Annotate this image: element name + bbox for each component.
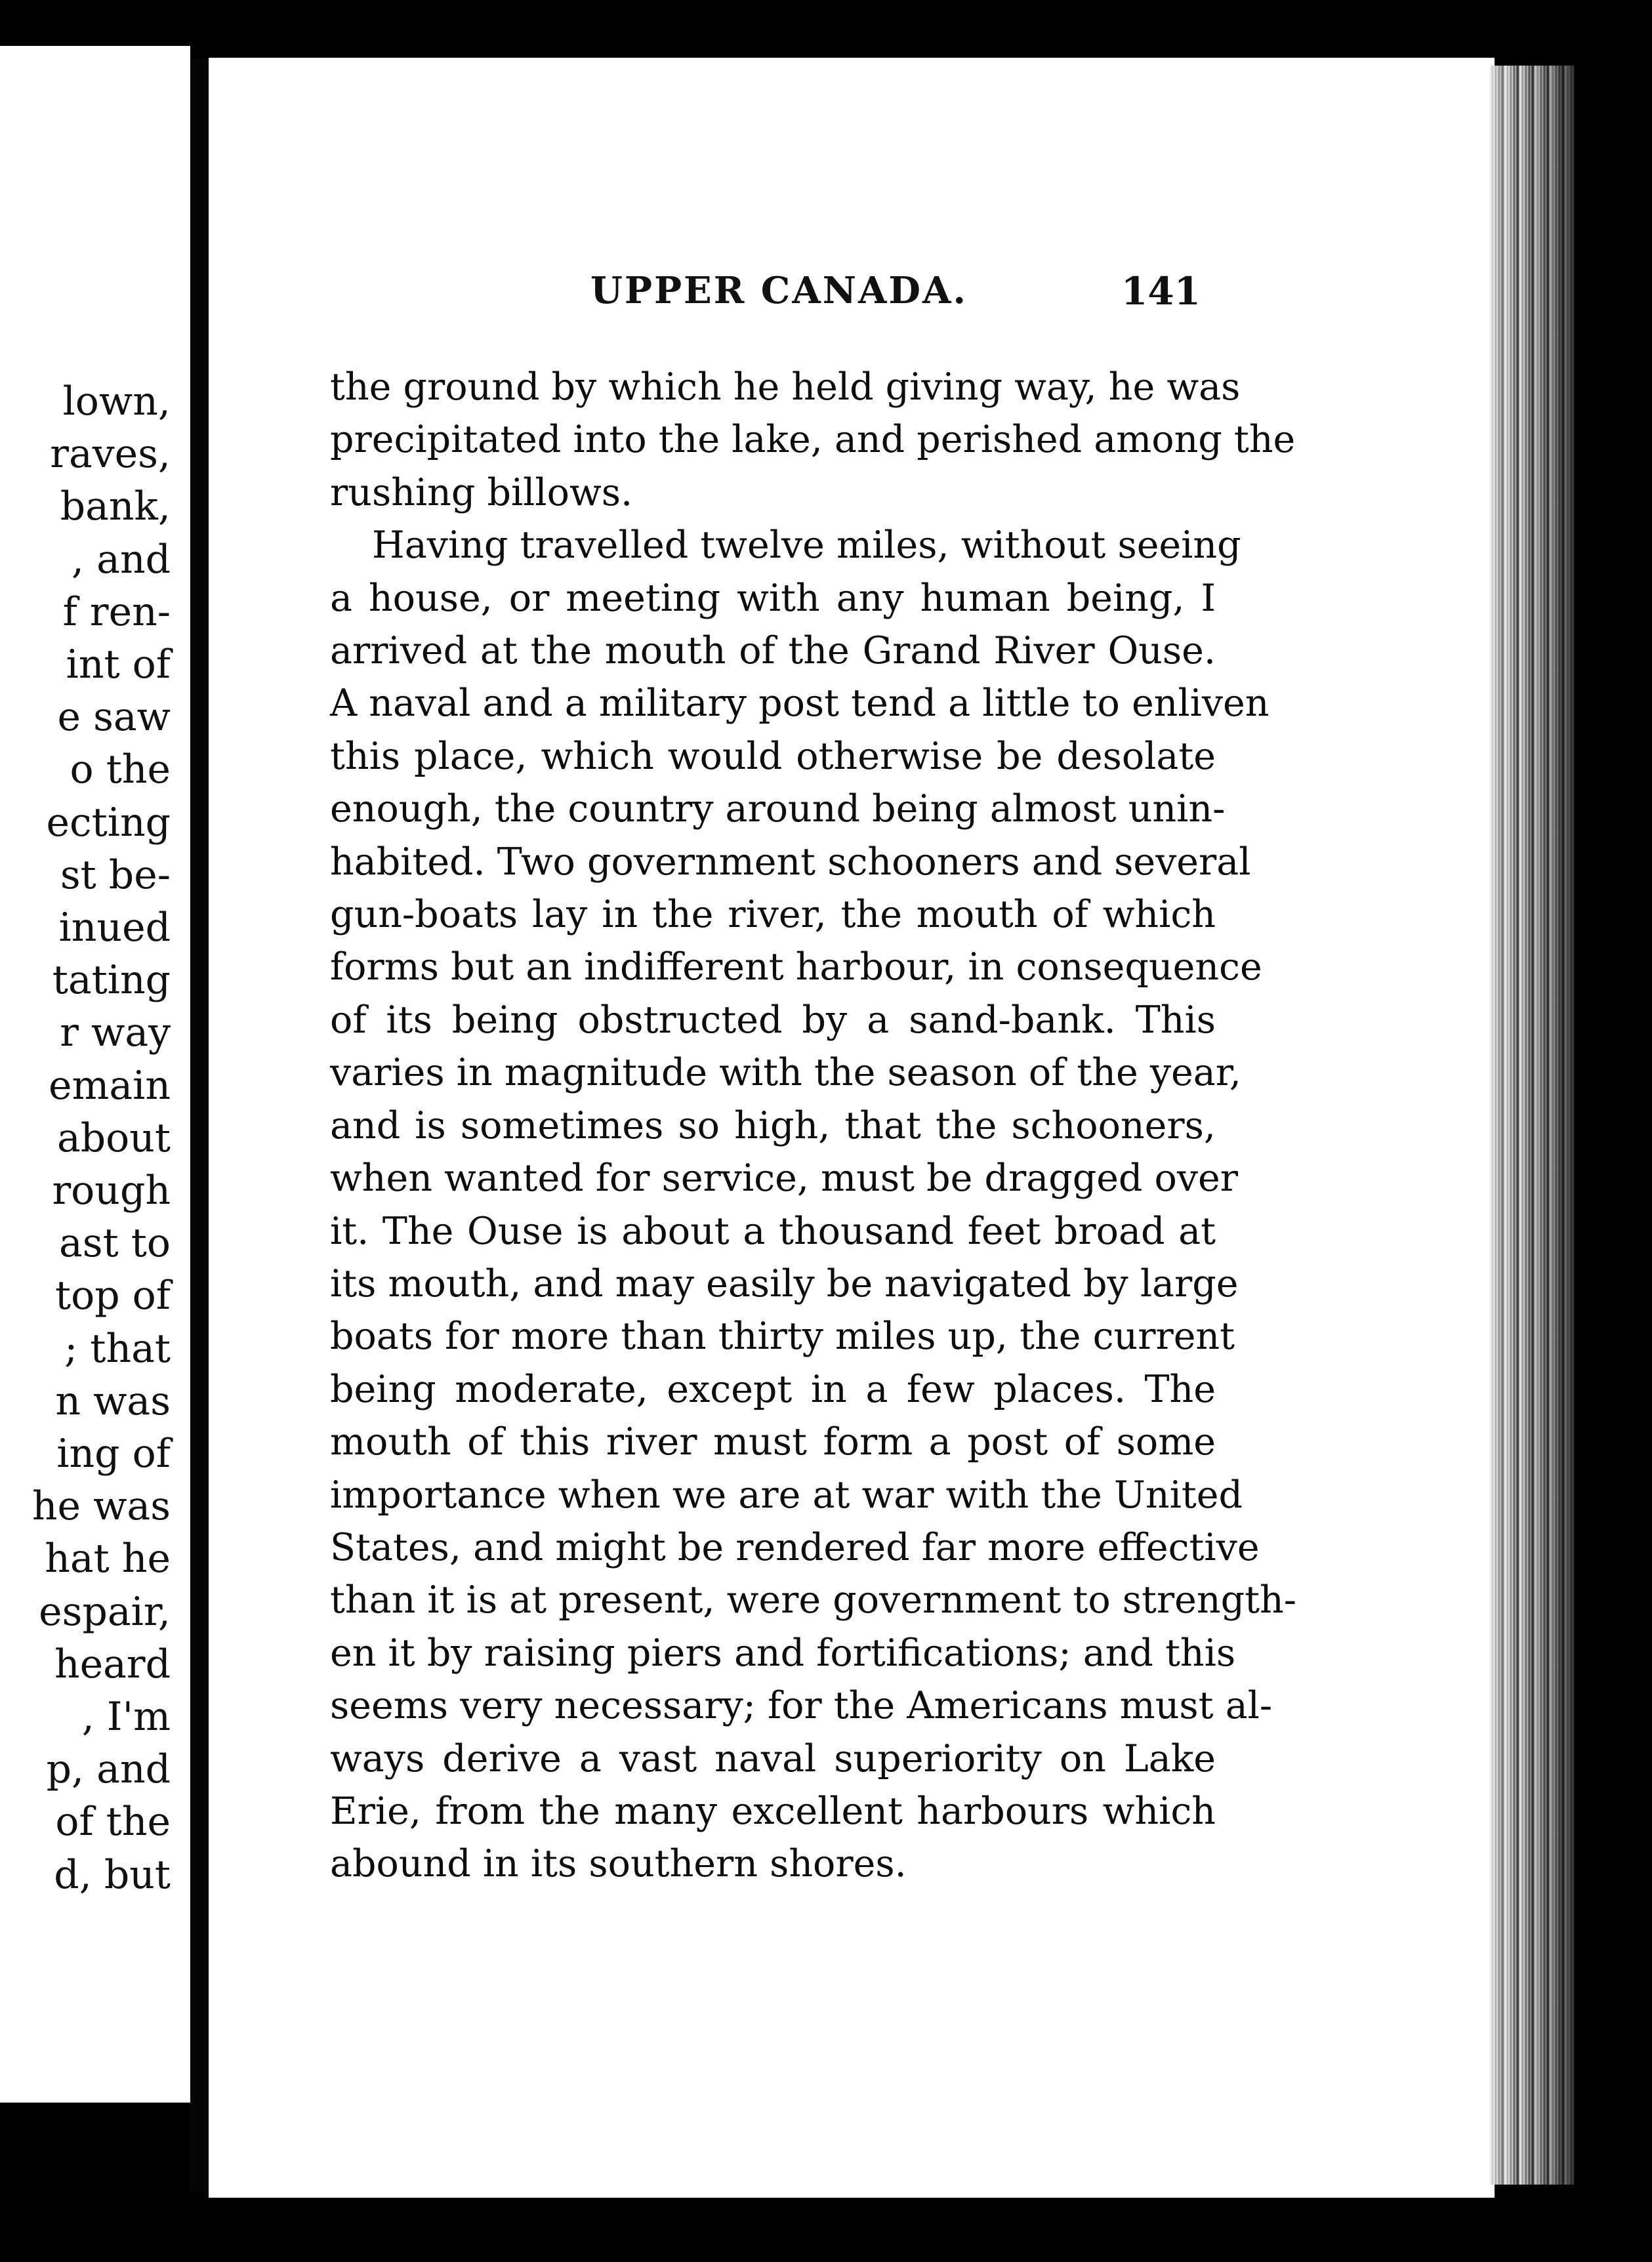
facing-page-line: hat he xyxy=(45,1536,171,1582)
facing-page-line: p, and xyxy=(46,1746,171,1793)
facing-page-line: tating xyxy=(52,957,171,1004)
facing-page-line: of the xyxy=(55,1799,171,1845)
text-line: of its being obstructed by a sand-bank. This xyxy=(330,998,1216,1042)
facing-page-line: f ren- xyxy=(62,588,171,635)
facing-page xyxy=(0,46,190,2103)
text-line: this place, which would otherwise be desolate xyxy=(330,734,1216,778)
text-line: arrived at the mouth of the Grand River Ouse. xyxy=(330,629,1216,673)
facing-page-line: top of xyxy=(54,1273,171,1319)
facing-page-line: e saw xyxy=(57,694,171,741)
text-line: boats for more than thirty miles up, the current xyxy=(330,1315,1235,1359)
body-text xyxy=(330,361,1296,1891)
text-line: rushing billows. xyxy=(330,470,633,514)
facing-page-line: r way xyxy=(60,1010,171,1056)
paragraph xyxy=(330,519,1296,1891)
facing-page-line: about xyxy=(56,1115,171,1161)
text-line: States, and might be rendered far more effective xyxy=(330,1525,1260,1569)
paragraph xyxy=(330,361,1296,519)
facing-page-line: n was xyxy=(55,1378,171,1424)
text-line: A naval and a military post tend a little to enliven xyxy=(330,682,1270,726)
text-line: being moderate, except in a few places. The xyxy=(330,1367,1216,1411)
facing-page-line: , and xyxy=(72,536,171,583)
facing-page-line: bank, xyxy=(60,483,171,530)
facing-page-line: o the xyxy=(70,747,171,793)
text-line: importance when we are at war with the United xyxy=(330,1473,1243,1517)
text-line: ways derive a vast naval superiority on Lake xyxy=(330,1737,1216,1780)
text-line: precipitated into the lake, and perished among the xyxy=(330,418,1296,462)
facing-page-line: espair, xyxy=(39,1588,171,1635)
text-line: it. The Ouse is about a thousand feet broad at xyxy=(330,1209,1216,1253)
text-line: seems very necessary; for the Americans must al- xyxy=(330,1684,1273,1728)
header-title: UPPER CANADA. xyxy=(590,269,968,312)
page-edges-shade xyxy=(1489,66,1575,2185)
text-line: enough, the country around being almost unin- xyxy=(330,787,1226,831)
facing-page-line: he was xyxy=(31,1483,171,1530)
text-line: its mouth, and may easily be navigated by large xyxy=(330,1262,1239,1306)
text-line: the ground by which he held giving way, he was xyxy=(330,365,1241,409)
text-line: when wanted for service, must be dragged over xyxy=(330,1157,1239,1201)
facing-page-line: heard xyxy=(54,1641,171,1687)
facing-page-line: lown, xyxy=(62,379,171,424)
facing-page-line: st be- xyxy=(60,852,171,898)
text-line: varies in magnitude with the season of the year, xyxy=(330,1051,1241,1095)
text-line: gun-boats lay in the river, the mouth of which xyxy=(330,893,1216,937)
facing-page-line: d, but xyxy=(54,1851,171,1898)
text-line: forms but an indifferent harbour, in consequence xyxy=(330,945,1262,989)
running-header xyxy=(328,269,1201,321)
facing-page-line: int of xyxy=(66,642,171,688)
facing-page-line: rough xyxy=(52,1168,171,1214)
text-line: a house, or meeting with any human being, I xyxy=(330,576,1216,620)
text-line: mouth of this river must form a post of some xyxy=(330,1420,1216,1464)
text-line: than it is at present, were government to strength- xyxy=(330,1578,1296,1622)
facing-page-line: , I'm xyxy=(81,1694,171,1740)
text-line: Having travelled twelve miles, without seeing xyxy=(372,524,1241,567)
facing-page-line: emain xyxy=(48,1062,171,1109)
facing-page-line: inued xyxy=(58,905,171,951)
text-line: abound in its southern shores. xyxy=(330,1842,907,1886)
facing-page-line: ast to xyxy=(59,1220,171,1267)
text-line: Erie, from the many excellent harbours which xyxy=(330,1789,1216,1833)
text-line: en it by raising piers and fortifications; and this xyxy=(330,1631,1236,1675)
facing-page-line: ing of xyxy=(56,1431,171,1477)
facing-page-text xyxy=(0,375,171,1901)
page-number: 141 xyxy=(1121,269,1201,314)
facing-page-line: raves, xyxy=(50,431,171,478)
facing-page-line: ; that xyxy=(64,1325,171,1372)
text-line: habited. Two government schooners and several xyxy=(330,840,1251,884)
text-line: and is sometimes so high, that the schooners, xyxy=(330,1103,1216,1147)
facing-page-line: ecting xyxy=(46,799,171,846)
